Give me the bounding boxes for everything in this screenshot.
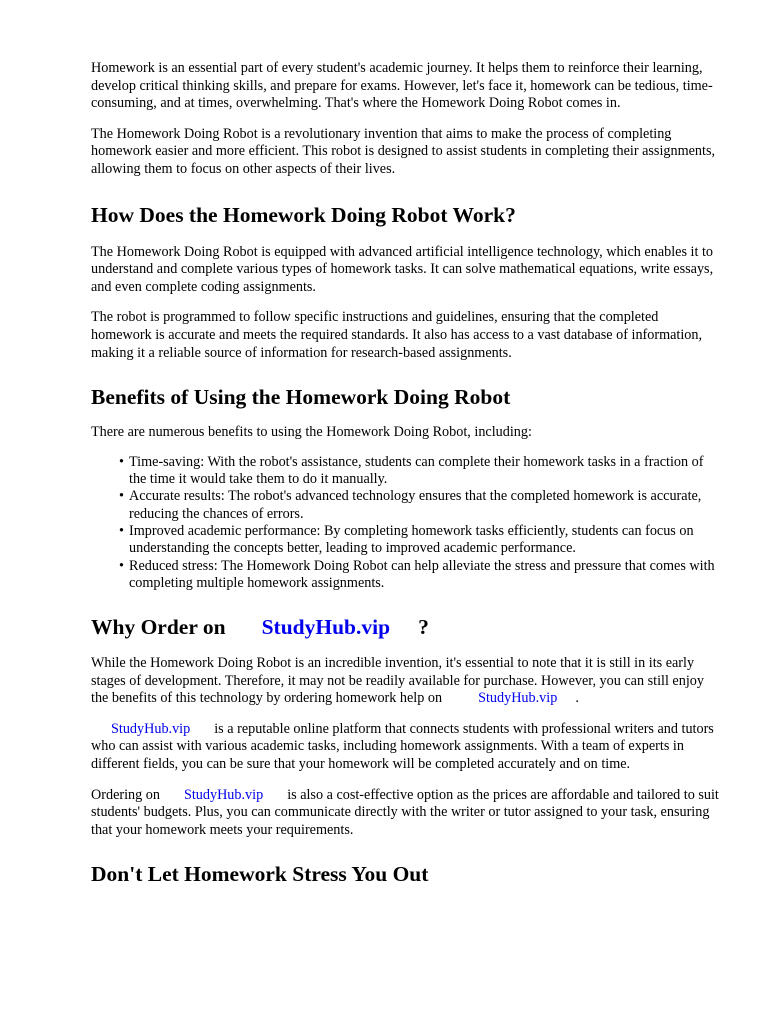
- why-paragraph-2-text: is a reputable online platform that connects students with professional writers and tutors who can assist with various academic tasks, including homework assignments. With a team of experts in different fields, you can be sure that your homework will be completed accurately and on time.: [91, 720, 714, 773]
- benefits-intro: There are numerous benefits to using the Homework Doing Robot, including:: [91, 424, 532, 441]
- list-item: [119, 558, 722, 593]
- list-item-text: Improved academic performance: By completing homework tasks efficiently, students can focus on understanding the concepts better, leading to improved academic performance.: [129, 522, 694, 557]
- bullet-icon: •: [119, 557, 124, 574]
- bullet-icon: •: [119, 453, 124, 470]
- why-paragraph-3-text: is also a cost-effective option as the prices are affordable and tailored to suit students' budgets. Plus, you can communicate directly with the writer or tutor assigned to your task, ensuring that your homework meets your requirements.: [91, 786, 719, 838]
- why-paragraph-3-prefix: Ordering on: [91, 786, 160, 803]
- heading-dont-stress: Don't Let Homework Stress You Out: [91, 862, 429, 887]
- list-item-text: Time-saving: With the robot's assistance, students can complete their homework tasks in a fraction of the time it would take them to do it manually.: [129, 453, 704, 488]
- list-item-text: Reduced stress: The Homework Doing Robot can help alleviate the stress and pressure that comes with completing multiple homework assignments.: [129, 557, 715, 591]
- why-paragraph-3: [91, 787, 722, 840]
- how-paragraph-2: The robot is programmed to follow specific instructions and guidelines, ensuring that the completed homework is accurate and meets the required standards. It also has access to a vast database of information, making it a reliable source of information for research-based assignments.: [91, 309, 703, 361]
- heading-why-suffix: ?: [418, 615, 429, 640]
- heading-benefits: Benefits of Using the Homework Doing Robot: [91, 385, 511, 410]
- list-item: [119, 523, 722, 558]
- bullet-icon: •: [119, 522, 124, 539]
- heading-why-order: [91, 614, 722, 640]
- studyhub-link[interactable]: StudyHub.vip: [478, 690, 558, 707]
- benefits-list: [91, 454, 722, 592]
- why-paragraph-2: [91, 721, 722, 774]
- intro-paragraph-1: Homework is an essential part of every student's academic journey. It helps them to reinforce their learning, develop critical thinking skills, and prepare for exams. However, let's face it, homework can be tedious, time-consuming, and at times, overwhelming. That's where the Homework Doing Robot comes in.: [91, 60, 713, 112]
- bullet-icon: •: [119, 488, 124, 505]
- studyhub-link[interactable]: StudyHub.vip: [111, 720, 191, 737]
- list-item: [119, 488, 722, 523]
- heading-why-prefix: Why Order on: [91, 615, 226, 640]
- studyhub-heading-link[interactable]: StudyHub.vip: [261, 615, 391, 640]
- why-paragraph-1-end: .: [575, 690, 579, 707]
- list-item-text: Accurate results: The robot's advanced technology ensures that the completed homework is accurate, reducing the chances of errors.: [129, 488, 702, 522]
- list-item: [119, 454, 722, 489]
- how-paragraph-1: The Homework Doing Robot is equipped with advanced artificial intelligence technology, which enables it to understand and complete various types of homework tasks. It can solve mathematical equations, write essays, and even complete coding assignments.: [91, 243, 714, 295]
- why-paragraph-1-text: While the Homework Doing Robot is an incredible invention, it's essential to note that it is still in its early stages of development. Therefore, it may not be readily available for purchase. However, you can still enjoy the benefits of this technology by ordering homework help on: [91, 655, 704, 707]
- heading-how-it-works: How Does the Homework Doing Robot Work?: [91, 202, 516, 227]
- studyhub-link[interactable]: StudyHub.vip: [183, 786, 264, 803]
- intro-paragraph-2: The Homework Doing Robot is a revolutionary invention that aims to make the process of completing homework easier and more efficient. This robot is designed to assist students in completing their assignments, allowing them to focus on other aspects of their lives.: [91, 125, 716, 177]
- why-paragraph-1: [91, 655, 722, 708]
